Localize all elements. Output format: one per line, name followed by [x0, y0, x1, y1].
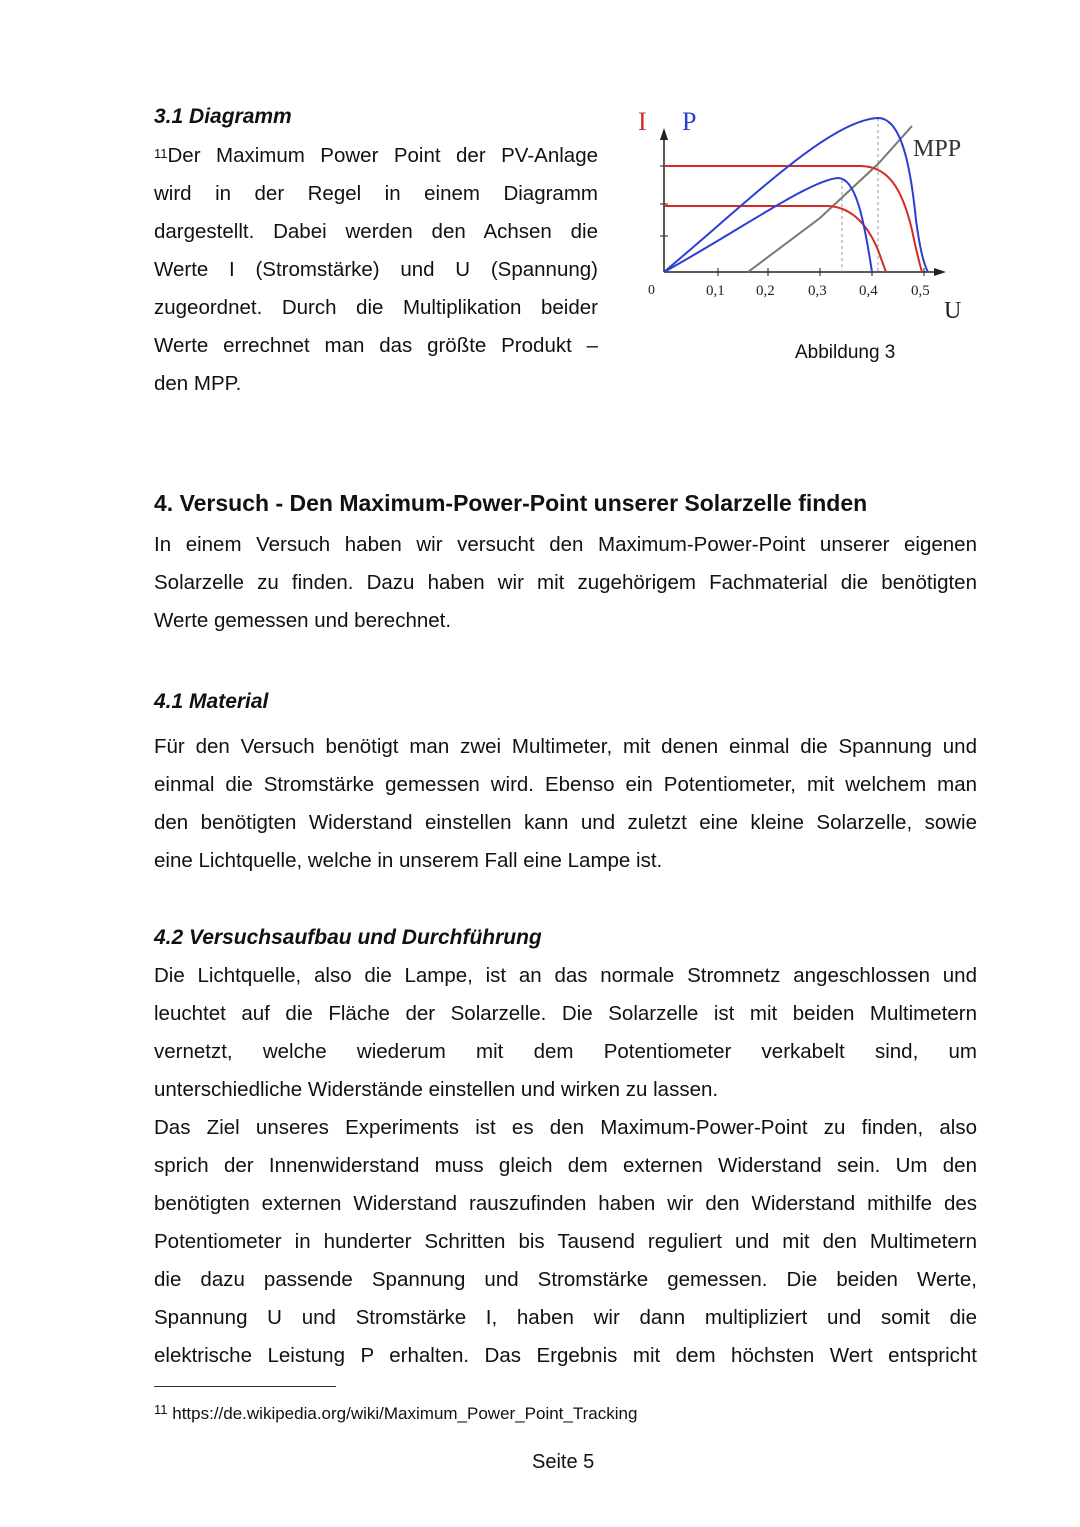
section-4-1-heading: 4.1 Material	[154, 690, 269, 713]
paragraph-line: Das Ziel unseres Experiments ist es den Maximum-Power-Point zu finden, also	[154, 1116, 977, 1139]
paragraph-line: Spannung U und Stromstärke I, haben wir dann multipliziert und somit die	[154, 1306, 977, 1329]
section-4-paragraph	[154, 526, 977, 640]
label-p: P	[682, 107, 697, 136]
label-i: I	[638, 107, 647, 136]
paragraph-line: benötigten externen Widerstand rauszufinden haben wir den Widerstand mithilfe des	[154, 1192, 977, 1215]
paragraph-line: $^{11}$Der Maximum Power Point der PV-Anlage	[154, 144, 598, 167]
tick-label: 0,1	[706, 283, 725, 299]
section-4-heading: 4. Versuch - Den Maximum-Power-Point unserer Solarzelle finden	[154, 490, 868, 516]
label-mpp: MPP	[913, 136, 962, 162]
footnote	[154, 1404, 637, 1424]
paragraph-line: den benötigten Widerstand einstellen kann und zuletzt eine kleine Solarzelle, sowie	[154, 811, 977, 834]
section-4-1-paragraph	[154, 728, 977, 880]
tick-label: 0,3	[808, 283, 827, 299]
paragraph-line: Werte gemessen und berechnet.	[154, 609, 452, 632]
section-4-2-paragraph-b	[154, 1109, 977, 1375]
page-number: Seite 5	[532, 1451, 595, 1473]
footnote-link[interactable]: https://de.wikipedia.org/wiki/Maximum_Power_Point_Tracking	[172, 1404, 638, 1423]
section-3-1-heading: 3.1 Diagramm	[154, 105, 292, 128]
paragraph-line: einmal die Stromstärke gemessen wird. Ebenso ein Potentiometer, mit welchem man	[154, 773, 977, 796]
footnote-ref: 11	[154, 146, 168, 161]
paragraph-line: Für den Versuch benötigt man zwei Multimeter, mit denen einmal die Spannung und	[154, 735, 977, 758]
paragraph-line: zugeordnet. Durch die Multiplikation beider	[154, 296, 598, 319]
origin-label: 0	[648, 283, 655, 298]
paragraph-line: Solarzelle zu finden. Dazu haben wir mit zugehörigem Fachmaterial die benötigten	[154, 571, 977, 594]
paragraph-line: die dazu passende Spannung und Stromstärke gemessen. Die beiden Werte,	[154, 1268, 977, 1291]
label-u: U	[944, 298, 962, 324]
paragraph-line: unterschiedliche Widerstände einstellen und wirken zu lassen.	[154, 1078, 719, 1101]
section-4-2-heading: 4.2 Versuchsaufbau und Durchführung	[154, 926, 542, 949]
footnote-divider	[154, 1386, 336, 1387]
iv-power-diagram	[630, 100, 990, 330]
tick-label: 0,2	[756, 283, 775, 299]
paragraph-line: vernetzt, welche wiederum mit dem Potentiometer verkabelt sind, um	[154, 1040, 977, 1063]
current-curve-low	[664, 206, 886, 272]
current-curve-high	[664, 166, 922, 272]
paragraph-line: wird in der Regel in einem Diagramm	[154, 182, 598, 205]
paragraph-line: Werte I (Stromstärke) und U (Spannung)	[154, 258, 598, 281]
footnote-number: 11	[154, 1402, 168, 1417]
paragraph-line: In einem Versuch haben wir versucht den Maximum-Power-Point unserer eigenen	[154, 533, 977, 556]
mpp-curve	[748, 126, 912, 272]
paragraph-line: elektrische Leistung P erhalten. Das Ergebnis mit dem höchsten Wert entspricht	[154, 1344, 977, 1367]
paragraph-line: den MPP.	[154, 372, 242, 395]
paragraph-line: eine Lichtquelle, welche in unserem Fall eine Lampe ist.	[154, 849, 663, 872]
paragraph-line: Werte errechnet man das größte Produkt –	[154, 334, 598, 357]
paragraph-line: Die Lichtquelle, also die Lampe, ist an das normale Stromnetz angeschlossen und	[154, 964, 977, 987]
paragraph-line: leuchtet auf die Fläche der Solarzelle. Die Solarzelle ist mit beiden Multimetern	[154, 1002, 977, 1025]
paragraph-line: dargestellt. Dabei werden den Achsen die	[154, 220, 598, 243]
paragraph-line: Potentiometer in hunderter Schritten bis Tausend reguliert und mit den Multimetern	[154, 1230, 977, 1253]
paragraph-line: sprich der Innenwiderstand muss gleich dem externen Widerstand sein. Um den	[154, 1154, 977, 1177]
section-4-2-paragraph-a	[154, 957, 977, 1109]
tick-label: 0,5	[911, 283, 930, 299]
figure-caption: Abbildung 3	[795, 342, 896, 363]
x-axis-arrow-icon	[934, 268, 946, 276]
y-axis-arrow-icon	[660, 128, 668, 140]
section-3-1-paragraph	[154, 137, 598, 403]
tick-label: 0,4	[859, 283, 878, 299]
